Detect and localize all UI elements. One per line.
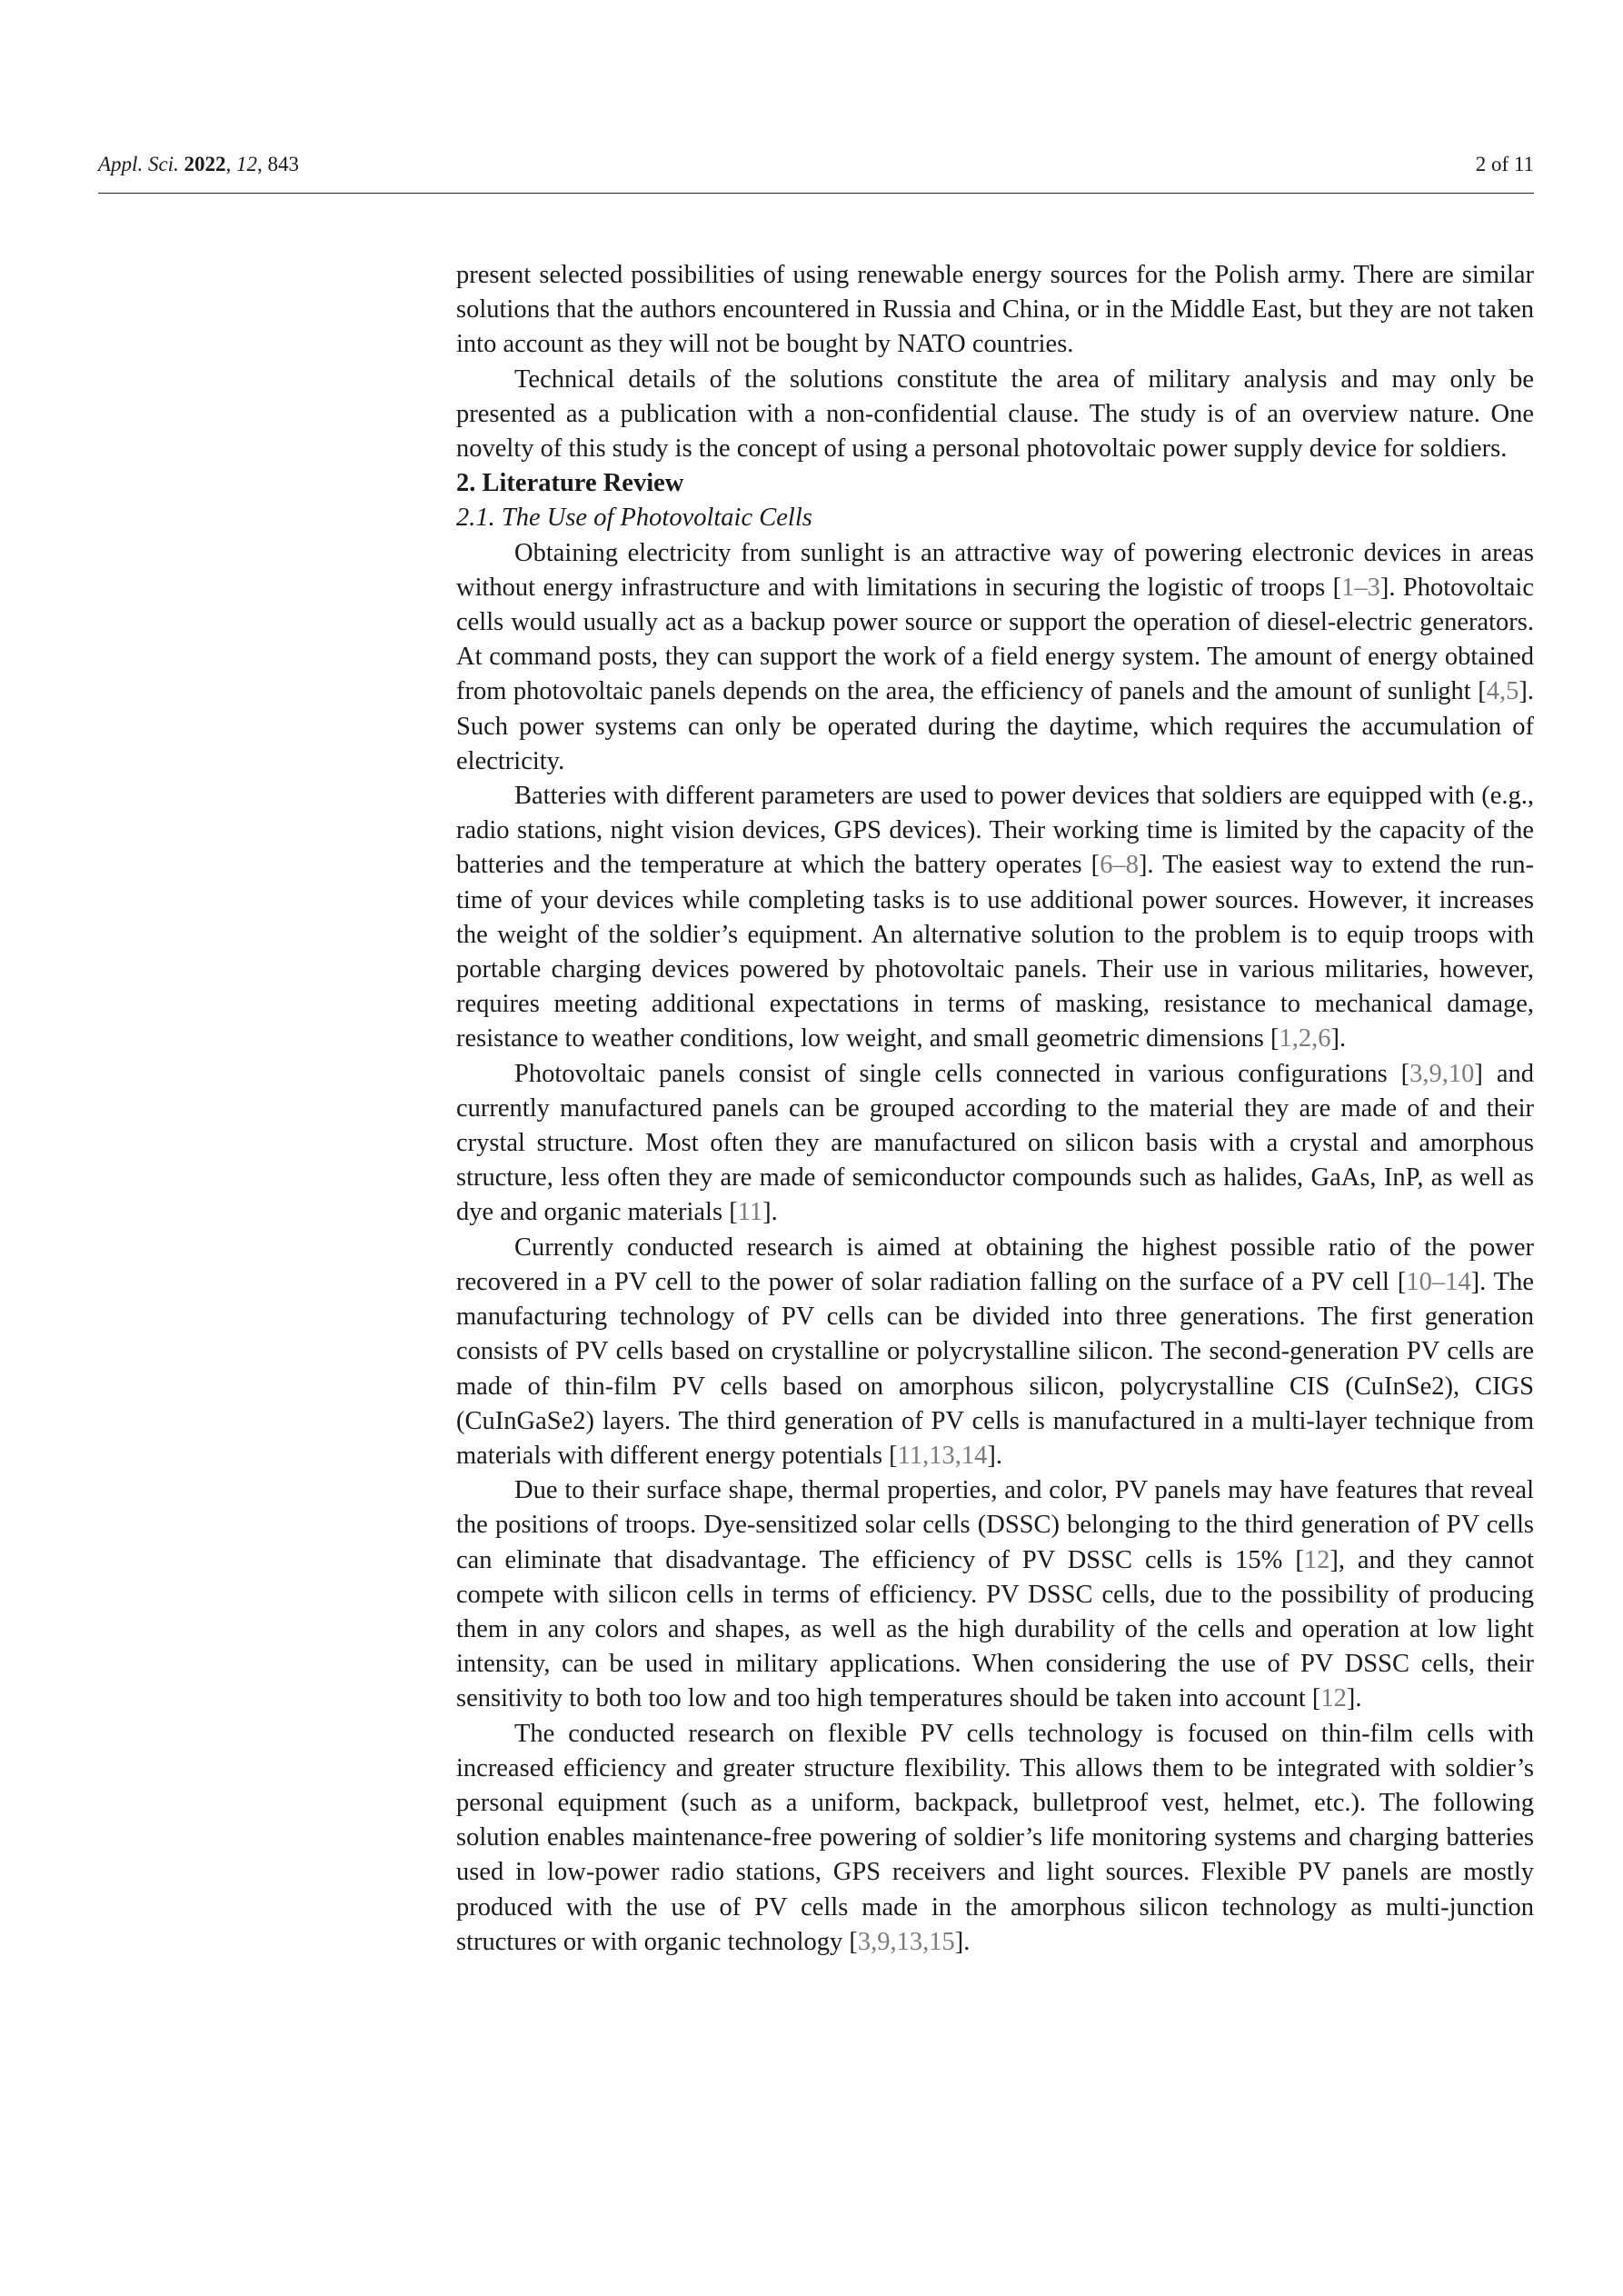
text-span: ]. The manufacturing technology of PV cells can be divided into three generations. The first generation consists of PV cells based on crystalline or polycrystalline silicon. The second-generation PV cells are made of thin-film PV cells based on amorphous silicon, polycrystalline CIS (CuInSe2), CIGS (CuInGaSe2) layers. The third generation of PV cells is manufactured in a multi-layer technique from materials with different energy potentials [ — [456, 1267, 1534, 1470]
text-span: ], and they cannot compete with silicon cells in terms of efficiency. PV DSSC cells, due to the possibility of producing them in any colors and shapes, as well as the high durability of the cells and operation at low light intensity, can be used in military applications. When considering the use of PV DSSC cells, their sensitivity to both too low and too high temperatures should be taken into account [ — [456, 1545, 1534, 1713]
citation-link[interactable]: 1,2,6 — [1279, 1024, 1331, 1053]
journal-article: 843 — [267, 153, 300, 175]
citation-link[interactable]: 11 — [737, 1198, 763, 1227]
citation-link[interactable]: 11,13,14 — [897, 1441, 988, 1470]
text-span: Batteries with different parameters are used to power devices that soldiers are equipped with (e.g., radio stations, night vision devices, GPS devices). Their working time is limited by the capacity of the batteries and the temperature at which the battery operates [ — [456, 782, 1534, 880]
paragraph-technical-details: Technical details of the solutions constitute the area of military analysis and may only be presented as a publication with a non-confidential clause. The study is of an overview nature. One novelty of this study is the concept of using a personal photovoltaic power supply device for soldiers. — [456, 364, 1534, 464]
paragraph-research — [456, 1231, 1534, 1473]
paragraph-dssc — [456, 1473, 1534, 1716]
page-header — [98, 153, 1534, 193]
citation-link[interactable]: 3,9,13,15 — [857, 1927, 955, 1956]
citation-link[interactable]: 4,5 — [1486, 677, 1519, 706]
text-span: The conducted research on flexible PV cells technology is focused on thin-film cells with increased efficiency and greater structure flexibility. This allows them to be integrated with soldier’s personal equipment (such as a uniform, backpack, bulletproof vest, helmet, etc.). The following solution enables maintenance-free powering of soldier’s life monitoring systems and charging batteries used in low-power radio stations, GPS receivers and light sources. Flexible PV panels are mostly produced with the use of PV cells made in the amorphous silicon technology as multi-junction structures or with organic technology [ — [456, 1719, 1534, 1956]
paragraph-sunlight — [456, 536, 1534, 779]
text-span: ]. The easiest way to extend the run-time of your devices while completing tasks is to use additional power sources. However, it increases the weight of the soldier’s equipment. An alternative solution to the problem is to equip troops with portable charging devices powered by photovoltaic panels. Their use in various militaries, however, requires meeting additional expectations in terms of masking, resistance to mechanical damage, resistance to weather conditions, low weight, and small geometric dimensions [ — [456, 851, 1534, 1053]
subsection-heading: 2.1. The Use of Photovoltaic Cells — [456, 504, 812, 533]
text-span: ]. — [987, 1441, 1002, 1470]
citation-link[interactable]: 10–14 — [1406, 1267, 1471, 1296]
text-span: ] and currently manufactured panels can be grouped according to the material they are made of and their crystal structure. Most often they are manufactured on silicon basis with a crystal and amorphous structure, less often they are made of semiconductor compounds such as halides, GaAs, InP, as well as dye and organic materials [ — [456, 1059, 1534, 1227]
citation-link[interactable]: 12 — [1303, 1545, 1330, 1574]
citation-link[interactable]: 12 — [1320, 1684, 1347, 1713]
paragraph-flexible-pv — [456, 1717, 1534, 1960]
text-span: Currently conducted research is aimed at obtaining the highest possible ratio of the power recovered in a PV cell to the power of solar radiation falling on the surface of a PV cell [ — [456, 1233, 1534, 1296]
text-span: ]. Such power systems can only be operated during the daytime, which requires the accumulation of electricity. — [456, 677, 1534, 775]
text-span: Due to their surface shape, thermal properties, and color, PV panels may have features that reveal the positions of troops. Dye-sensitized solar cells (DSSC) belonging to the third generation of PV cells can eliminate that disadvantage. The efficiency of PV DSSC cells is 15% [ — [456, 1476, 1534, 1574]
text-span: Obtaining electricity from sunlight is an attractive way of powering electronic devices in areas without energy infrastructure and with limitations in securing the logistic of troops [ — [456, 538, 1534, 602]
page-number: 2 of 11 — [1475, 153, 1534, 175]
text-span: Photovoltaic panels consist of single cells connected in various configurations [ — [514, 1059, 1410, 1088]
section-heading: 2. Literature Review — [456, 469, 684, 498]
paragraph-intro-continuation: present selected possibilities of using renewable energy sources for the Polish army. There are similar solutions that the authors encountered in Russia and China, or in the Middle East, but they are not taken into account as they will not be bought by NATO countries. — [456, 261, 1534, 359]
text-span: ]. — [1330, 1024, 1347, 1053]
paragraph-batteries — [456, 779, 1534, 1057]
journal-citation: Appl. Sci. 2022, 12, 843 — [98, 153, 300, 175]
journal-volume: 12 — [236, 153, 258, 175]
text-span: ]. — [954, 1927, 971, 1956]
citation-link[interactable]: 1–3 — [1341, 573, 1380, 602]
text-span: ]. — [1346, 1684, 1362, 1713]
text-span: ]. — [762, 1198, 778, 1227]
journal-name: Appl. Sci. — [98, 153, 179, 175]
main-text — [456, 258, 1534, 1960]
header-divider — [98, 193, 1534, 194]
citation-link[interactable]: 3,9,10 — [1409, 1059, 1475, 1088]
citation-link[interactable]: 6–8 — [1100, 851, 1139, 880]
text-span: ]. Photovoltaic cells would usually act as a backup power source or support the operation of diesel-electric generators. At command posts, they can support the work of a field energy system. The amount of energy obtained from photovoltaic panels depends on the area, the efficiency of panels and the amount of sunlight [ — [456, 573, 1534, 706]
journal-year: 2022 — [184, 153, 226, 175]
paragraph-panels — [456, 1057, 1534, 1231]
